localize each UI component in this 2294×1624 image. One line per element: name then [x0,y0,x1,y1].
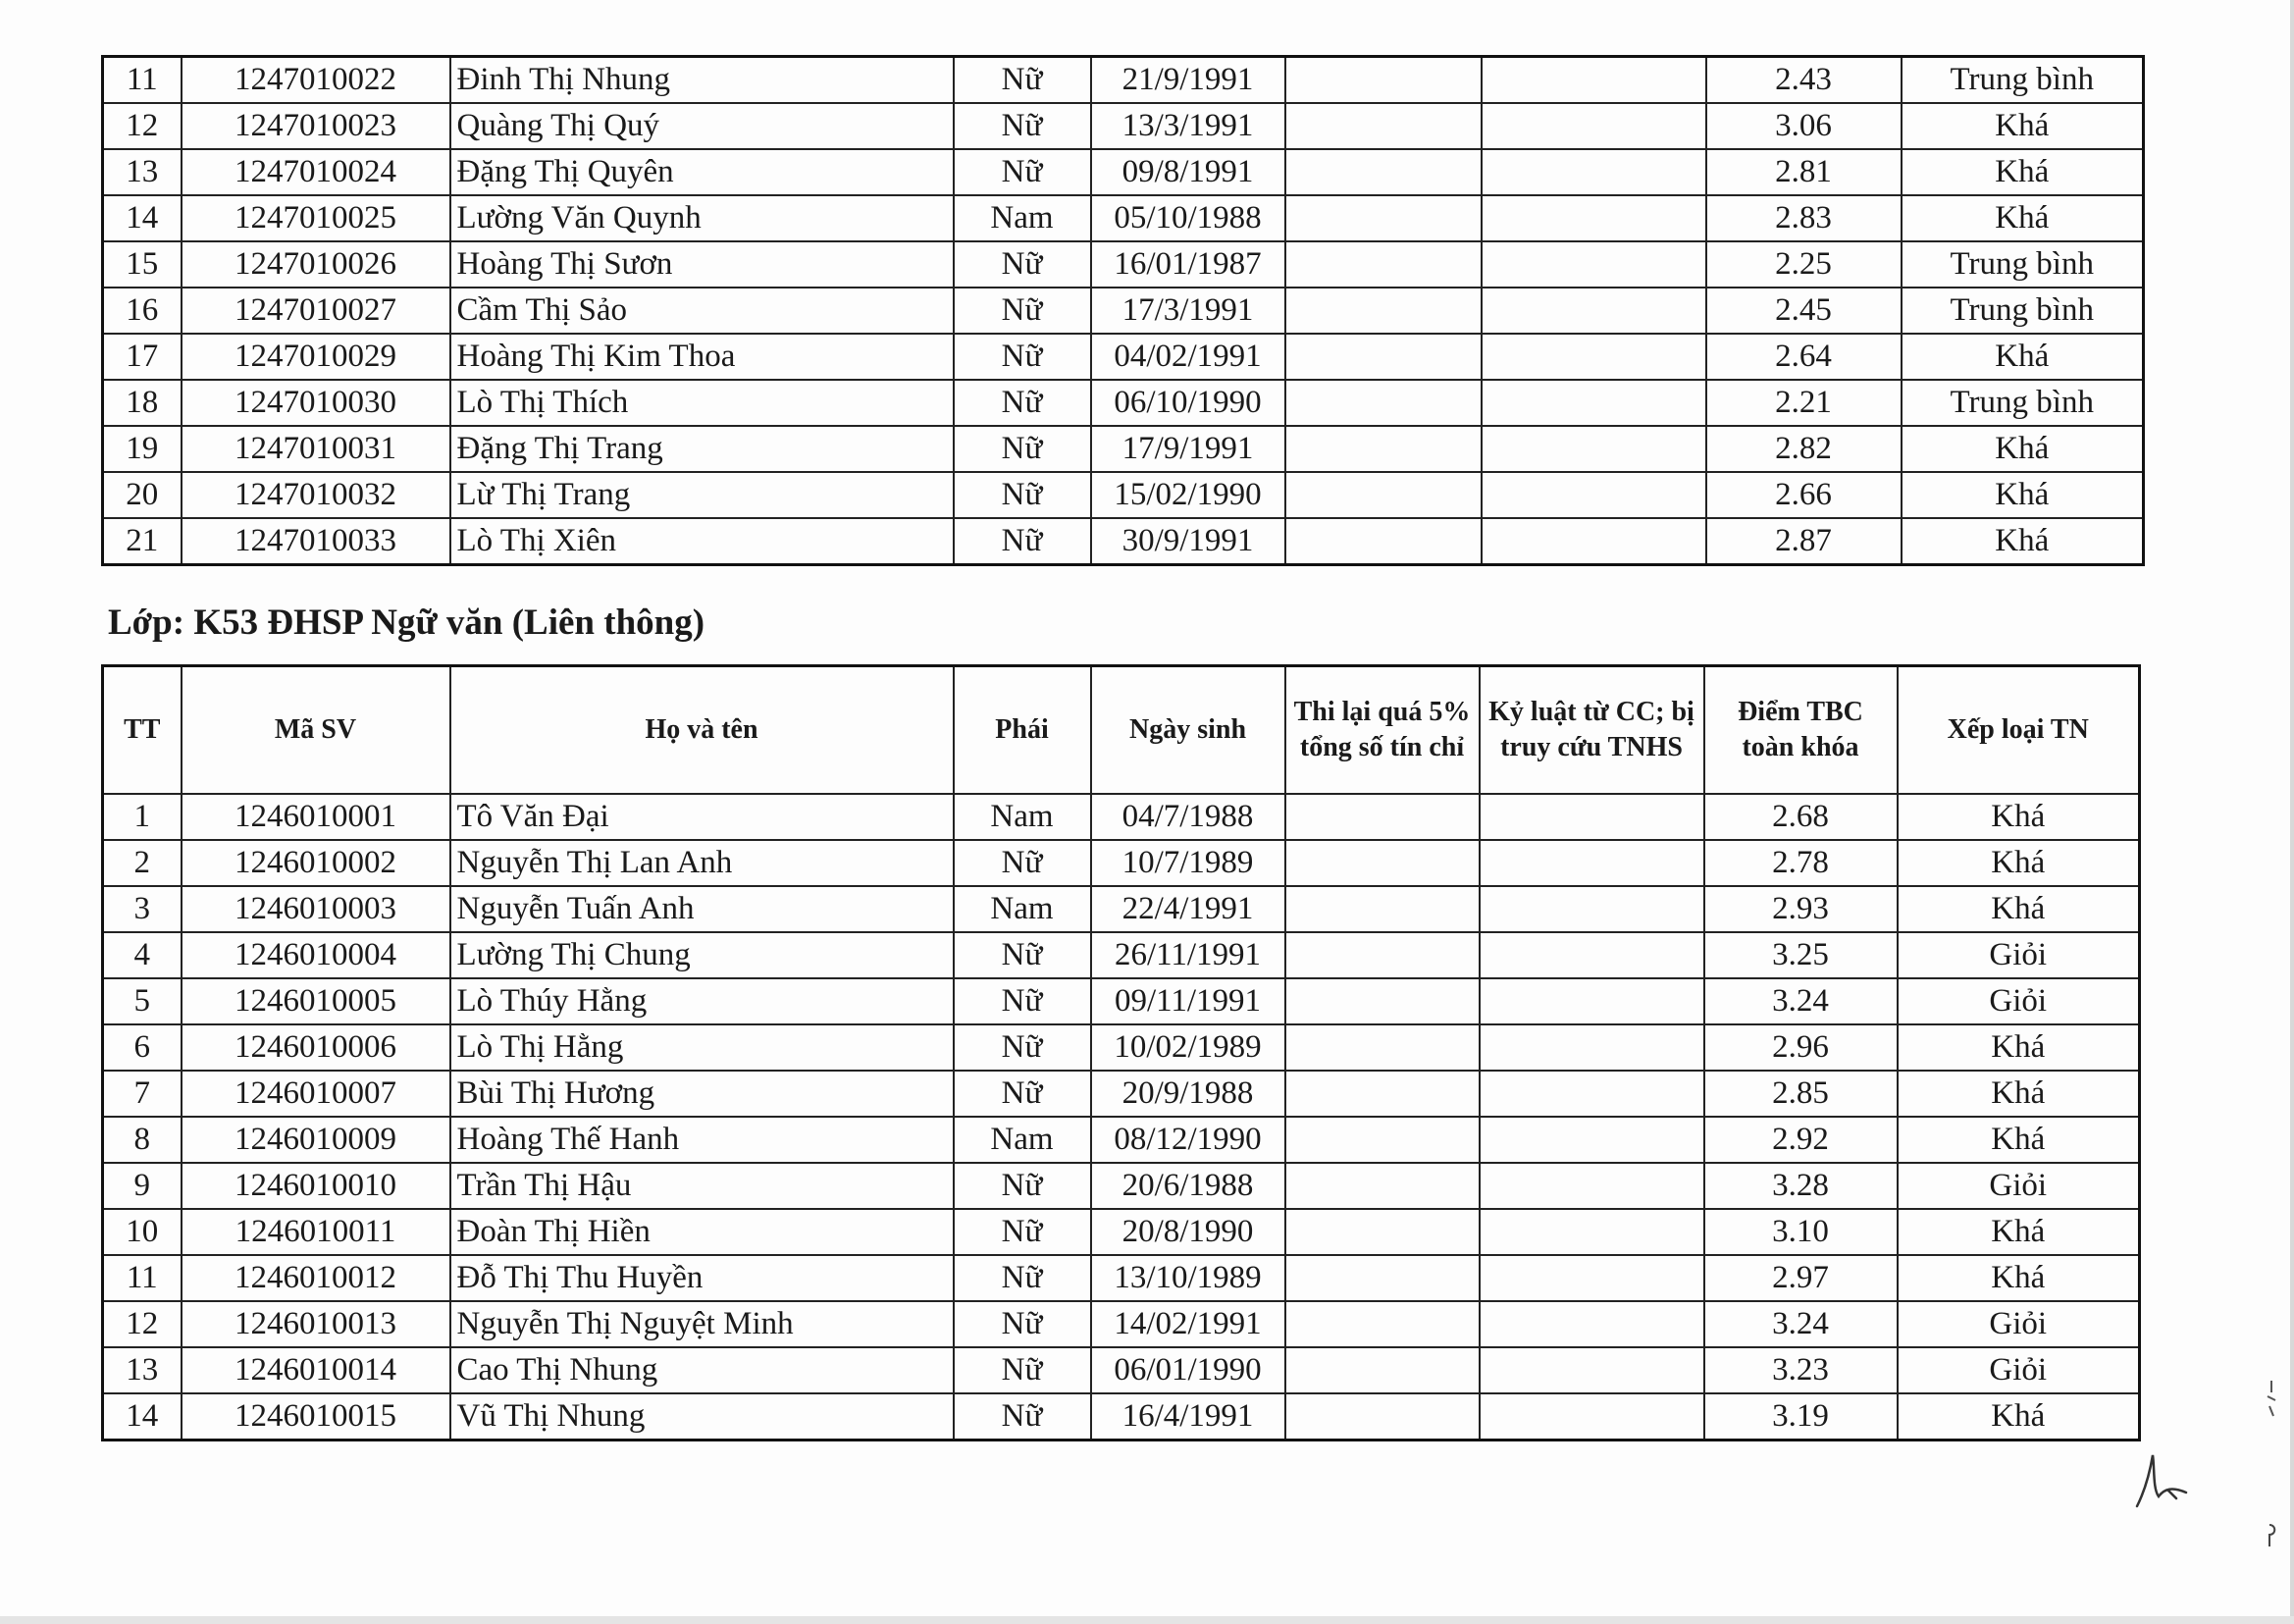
header-retake: Thi lại quá 5% tổng số tín chỉ [1285,666,1480,795]
cell-gpa: 2.82 [1706,426,1902,472]
cell-full-name: Nguyễn Thị Lan Anh [450,840,954,886]
cell-retake [1285,103,1482,149]
cell-tt: 8 [103,1117,182,1163]
cell-birth-date: 20/6/1988 [1091,1163,1285,1209]
table-row [103,1255,2140,1301]
cell-birth-date: 06/01/1990 [1091,1347,1285,1393]
cell-full-name: Bùi Thị Hương [450,1071,954,1117]
cell-full-name: Vũ Thị Nhung [450,1393,954,1441]
cell-discipline [1480,1024,1704,1071]
table-row [103,932,2140,978]
cell-birth-date: 10/02/1989 [1091,1024,1285,1071]
table-row [103,978,2140,1024]
cell-tt: 10 [103,1209,182,1255]
cell-classification: Khá [1898,840,2140,886]
cell-gpa: 2.93 [1704,886,1898,932]
header-student-id: Mã SV [182,666,450,795]
cell-discipline [1480,1255,1704,1301]
cell-retake [1285,288,1482,334]
cell-gender: Nữ [954,334,1091,380]
cell-retake [1285,57,1482,104]
cell-tt: 5 [103,978,182,1024]
cell-full-name: Đoàn Thị Hiền [450,1209,954,1255]
student-table-k53-body [103,794,2140,1441]
cell-discipline [1482,103,1706,149]
cell-tt: 12 [103,1301,182,1347]
cell-student-id: 1247010027 [182,288,450,334]
cell-student-id: 1246010004 [182,932,450,978]
cell-discipline [1480,1393,1704,1441]
cell-classification: Khá [1902,426,2144,472]
cell-full-name: Quàng Thị Quý [450,103,954,149]
cell-retake [1285,472,1482,518]
cell-birth-date: 06/10/1990 [1091,380,1285,426]
cell-birth-date: 15/02/1990 [1091,472,1285,518]
cell-gender: Nữ [954,1024,1091,1071]
cell-discipline [1482,426,1706,472]
cell-full-name: Lường Văn Quynh [450,195,954,241]
table-row [103,426,2144,472]
cell-gpa: 2.81 [1706,149,1902,195]
cell-full-name: Lò Thị Xiên [450,518,954,565]
cell-tt: 21 [103,518,182,565]
cell-classification: Khá [1898,1117,2140,1163]
cell-classification: Trung bình [1902,241,2144,288]
cell-classification: Trung bình [1902,380,2144,426]
cell-retake [1285,1071,1480,1117]
cell-student-id: 1246010001 [182,794,450,840]
cell-discipline [1482,195,1706,241]
table-row [103,472,2144,518]
cell-discipline [1482,472,1706,518]
cell-full-name: Trần Thị Hậu [450,1163,954,1209]
cell-full-name: Hoàng Thị Sươn [450,241,954,288]
cell-birth-date: 26/11/1991 [1091,932,1285,978]
cell-birth-date: 04/7/1988 [1091,794,1285,840]
cell-tt: 15 [103,241,182,288]
cell-classification: Khá [1898,1071,2140,1117]
cell-student-id: 1246010009 [182,1117,450,1163]
cell-birth-date: 13/3/1991 [1091,103,1285,149]
cell-full-name: Nguyễn Thị Nguyệt Minh [450,1301,954,1347]
cell-gpa: 3.06 [1706,103,1902,149]
cell-retake [1285,380,1482,426]
cell-classification: Trung bình [1902,57,2144,104]
cell-classification: Khá [1898,1024,2140,1071]
cell-gender: Nữ [954,1393,1091,1441]
cell-birth-date: 20/8/1990 [1091,1209,1285,1255]
table-row [103,380,2144,426]
class-heading: Lớp: K53 ĐHSP Ngữ văn (Liên thông) [108,602,705,643]
cell-tt: 6 [103,1024,182,1071]
cell-retake [1285,1024,1480,1071]
cell-gender: Nữ [954,472,1091,518]
cell-gender: Nữ [954,241,1091,288]
table-row [103,103,2144,149]
cell-classification: Khá [1898,1255,2140,1301]
cell-gpa: 2.83 [1706,195,1902,241]
cell-full-name: Lường Thị Chung [450,932,954,978]
cell-retake [1285,1209,1480,1255]
cell-gpa: 2.66 [1706,472,1902,518]
cell-student-id: 1247010031 [182,426,450,472]
cell-gender: Nữ [954,103,1091,149]
cell-full-name: Lò Thị Hằng [450,1024,954,1071]
cell-classification: Giỏi [1898,1163,2140,1209]
cell-gpa: 3.23 [1704,1347,1898,1393]
cell-student-id: 1247010029 [182,334,450,380]
header-gpa: Điểm TBC toàn khóa [1704,666,1898,795]
cell-tt: 14 [103,1393,182,1441]
cell-birth-date: 14/02/1991 [1091,1301,1285,1347]
cell-full-name: Đặng Thị Quyên [450,149,954,195]
cell-gender: Nữ [954,1347,1091,1393]
cell-tt: 16 [103,288,182,334]
cell-tt: 17 [103,334,182,380]
cell-gender: Nam [954,886,1091,932]
cell-classification: Giỏi [1898,1347,2140,1393]
cell-gender: Nữ [954,57,1091,104]
table-row [103,1024,2140,1071]
cell-retake [1285,1255,1480,1301]
cell-discipline [1480,1163,1704,1209]
cell-full-name: Tô Văn Đại [450,794,954,840]
cell-gpa: 3.25 [1704,932,1898,978]
cell-gpa: 2.21 [1706,380,1902,426]
table-row [103,1301,2140,1347]
cell-student-id: 1247010023 [182,103,450,149]
cell-full-name: Lò Thị Thích [450,380,954,426]
cell-birth-date: 30/9/1991 [1091,518,1285,565]
cell-classification: Giỏi [1898,1301,2140,1347]
cell-retake [1285,978,1480,1024]
cell-gpa: 3.19 [1704,1393,1898,1441]
table-row [103,57,2144,104]
cell-classification: Trung bình [1902,288,2144,334]
cell-discipline [1482,288,1706,334]
cell-discipline [1480,1301,1704,1347]
cell-gender: Nam [954,1117,1091,1163]
cell-discipline [1482,57,1706,104]
page-edge-shadow [2290,0,2294,1624]
cell-tt: 11 [103,57,182,104]
table-row [103,886,2140,932]
cell-student-id: 1246010003 [182,886,450,932]
cell-gender: Nữ [954,1209,1091,1255]
cell-retake [1285,241,1482,288]
cell-classification: Khá [1902,149,2144,195]
cell-tt: 19 [103,426,182,472]
cell-retake [1285,840,1480,886]
cell-tt: 18 [103,380,182,426]
cell-student-id: 1246010005 [182,978,450,1024]
cell-retake [1285,794,1480,840]
cell-retake [1285,1393,1480,1441]
cell-tt: 12 [103,103,182,149]
student-table-k53 [101,664,2141,1441]
cell-full-name: Cầm Thị Sảo [450,288,954,334]
table-row [103,840,2140,886]
cell-gpa: 2.25 [1706,241,1902,288]
cell-gender: Nữ [954,426,1091,472]
cell-tt: 14 [103,195,182,241]
cell-full-name: Hoàng Thế Hanh [450,1117,954,1163]
cell-classification: Giỏi [1898,932,2140,978]
cell-full-name: Lừ Thị Trang [450,472,954,518]
cell-discipline [1482,149,1706,195]
cell-retake [1285,195,1482,241]
cell-discipline [1480,1209,1704,1255]
header-birth-date: Ngày sinh [1091,666,1285,795]
table-row [103,1117,2140,1163]
header-tt: TT [103,666,182,795]
cell-classification: Khá [1902,472,2144,518]
header-full-name: Họ và tên [450,666,954,795]
cell-gender: Nữ [954,1163,1091,1209]
cell-retake [1285,518,1482,565]
cell-tt: 3 [103,886,182,932]
cell-gender: Nữ [954,380,1091,426]
scan-mark [2265,1379,2278,1418]
cell-tt: 13 [103,149,182,195]
cell-gender: Nữ [954,288,1091,334]
cell-retake [1285,932,1480,978]
cell-gpa: 2.78 [1704,840,1898,886]
table-row [103,1071,2140,1117]
cell-gender: Nữ [954,149,1091,195]
cell-birth-date: 08/12/1990 [1091,1117,1285,1163]
scan-mark-lower [2267,1521,2278,1550]
cell-gender: Nữ [954,518,1091,565]
cell-birth-date: 10/7/1989 [1091,840,1285,886]
cell-student-id: 1246010007 [182,1071,450,1117]
cell-tt: 20 [103,472,182,518]
cell-discipline [1482,380,1706,426]
cell-classification: Khá [1898,886,2140,932]
cell-gender: Nữ [954,932,1091,978]
cell-birth-date: 16/4/1991 [1091,1393,1285,1441]
table-header-row [103,666,2140,795]
header-classification: Xếp loại TN [1898,666,2140,795]
cell-discipline [1480,1347,1704,1393]
cell-retake [1285,1163,1480,1209]
cell-gpa: 3.28 [1704,1163,1898,1209]
cell-retake [1285,426,1482,472]
cell-gender: Nữ [954,1071,1091,1117]
cell-classification: Khá [1902,334,2144,380]
student-table-continued-body [103,57,2144,565]
cell-gpa: 2.68 [1704,794,1898,840]
cell-retake [1285,149,1482,195]
cell-birth-date: 13/10/1989 [1091,1255,1285,1301]
cell-student-id: 1247010032 [182,472,450,518]
cell-classification: Giỏi [1898,978,2140,1024]
cell-discipline [1482,241,1706,288]
cell-retake [1285,886,1480,932]
student-table-continued [101,55,2145,566]
cell-retake [1285,1301,1480,1347]
cell-birth-date: 17/3/1991 [1091,288,1285,334]
cell-retake [1285,1117,1480,1163]
cell-student-id: 1246010012 [182,1255,450,1301]
header-discipline: Kỷ luật từ CC; bị truy cứu TNHS [1480,666,1704,795]
table-row [103,518,2144,565]
cell-student-id: 1246010014 [182,1347,450,1393]
cell-discipline [1480,794,1704,840]
cell-retake [1285,334,1482,380]
cell-birth-date: 17/9/1991 [1091,426,1285,472]
cell-discipline [1480,840,1704,886]
cell-birth-date: 09/8/1991 [1091,149,1285,195]
cell-gender: Nữ [954,1255,1091,1301]
cell-student-id: 1247010025 [182,195,450,241]
cell-classification: Khá [1898,794,2140,840]
cell-student-id: 1246010010 [182,1163,450,1209]
cell-student-id: 1246010011 [182,1209,450,1255]
cell-gender: Nam [954,794,1091,840]
cell-full-name: Đỗ Thị Thu Huyền [450,1255,954,1301]
cell-full-name: Lò Thúy Hằng [450,978,954,1024]
initial-signature [2129,1447,2198,1516]
cell-gender: Nữ [954,1301,1091,1347]
cell-discipline [1482,518,1706,565]
table-row [103,794,2140,840]
cell-gpa: 2.96 [1704,1024,1898,1071]
cell-gpa: 3.24 [1704,1301,1898,1347]
cell-tt: 9 [103,1163,182,1209]
cell-gpa: 3.10 [1704,1209,1898,1255]
cell-birth-date: 05/10/1988 [1091,195,1285,241]
cell-student-id: 1246010002 [182,840,450,886]
cell-tt: 1 [103,794,182,840]
table-row [103,288,2144,334]
cell-full-name: Đinh Thị Nhung [450,57,954,104]
cell-classification: Khá [1898,1209,2140,1255]
cell-tt: 13 [103,1347,182,1393]
cell-student-id: 1246010015 [182,1393,450,1441]
cell-birth-date: 04/02/1991 [1091,334,1285,380]
cell-gpa: 2.45 [1706,288,1902,334]
table-row [103,1209,2140,1255]
cell-discipline [1480,1071,1704,1117]
cell-discipline [1480,1117,1704,1163]
cell-gpa: 2.87 [1706,518,1902,565]
cell-student-id: 1246010013 [182,1301,450,1347]
cell-student-id: 1247010024 [182,149,450,195]
cell-tt: 11 [103,1255,182,1301]
cell-gpa: 2.97 [1704,1255,1898,1301]
cell-gpa: 2.43 [1706,57,1902,104]
cell-discipline [1482,334,1706,380]
cell-student-id: 1247010022 [182,57,450,104]
cell-discipline [1480,978,1704,1024]
cell-full-name: Hoàng Thị Kim Thoa [450,334,954,380]
cell-birth-date: 16/01/1987 [1091,241,1285,288]
cell-student-id: 1247010030 [182,380,450,426]
table-row [103,149,2144,195]
cell-retake [1285,1347,1480,1393]
cell-birth-date: 20/9/1988 [1091,1071,1285,1117]
table-row [103,241,2144,288]
cell-gpa: 3.24 [1704,978,1898,1024]
cell-gpa: 2.64 [1706,334,1902,380]
cell-gpa: 2.92 [1704,1117,1898,1163]
cell-birth-date: 09/11/1991 [1091,978,1285,1024]
cell-student-id: 1247010026 [182,241,450,288]
cell-classification: Khá [1898,1393,2140,1441]
table-row [103,1163,2140,1209]
cell-discipline [1480,932,1704,978]
cell-full-name: Đặng Thị Trang [450,426,954,472]
table-row [103,1347,2140,1393]
table-row [103,334,2144,380]
page-bottom-shadow [0,1616,2294,1624]
cell-full-name: Cao Thị Nhung [450,1347,954,1393]
cell-birth-date: 21/9/1991 [1091,57,1285,104]
cell-full-name: Nguyễn Tuấn Anh [450,886,954,932]
cell-gender: Nữ [954,978,1091,1024]
cell-gpa: 2.85 [1704,1071,1898,1117]
table-row [103,1393,2140,1441]
cell-discipline [1480,886,1704,932]
cell-tt: 4 [103,932,182,978]
cell-gender: Nam [954,195,1091,241]
cell-classification: Khá [1902,195,2144,241]
cell-classification: Khá [1902,518,2144,565]
cell-tt: 7 [103,1071,182,1117]
table-row [103,195,2144,241]
cell-gender: Nữ [954,840,1091,886]
cell-tt: 2 [103,840,182,886]
cell-birth-date: 22/4/1991 [1091,886,1285,932]
cell-classification: Khá [1902,103,2144,149]
cell-student-id: 1247010033 [182,518,450,565]
cell-student-id: 1246010006 [182,1024,450,1071]
header-gender: Phái [954,666,1091,795]
